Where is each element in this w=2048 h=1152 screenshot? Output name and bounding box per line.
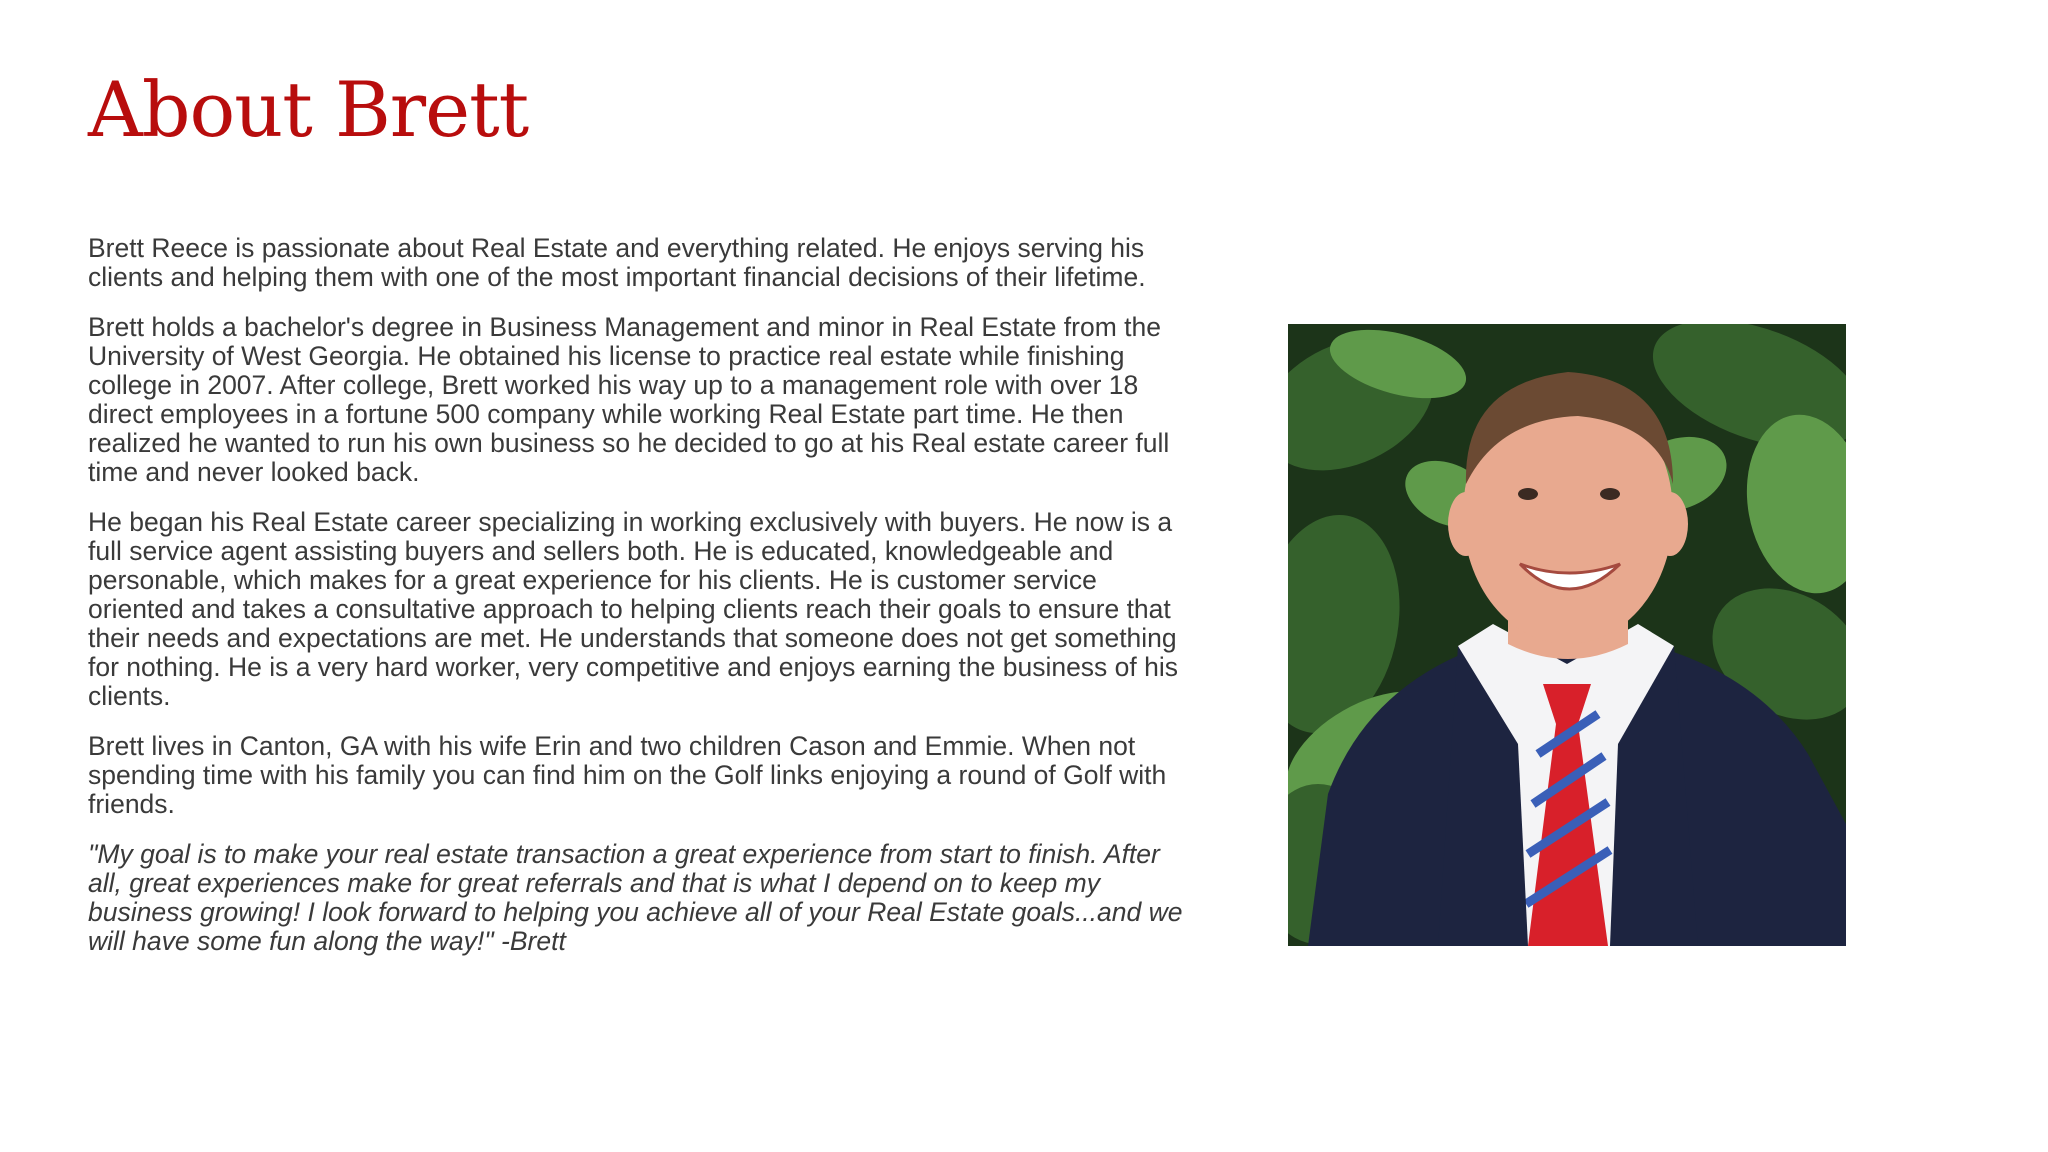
bio-paragraph: He began his Real Estate career specializing in working exclusively with buyers. He now is a full service agent assisting buyers and sellers both. He is educated, knowledgeable and personable, which makes for a great experience for his clients. He is customer service oriented and takes a consultative approach to helping clients reach their goals to ensure that their needs and expectations are met. He understands that someone does not get something for nothing. He is a very hard worker, very competitive and enjoys earning the business of his clients.: [88, 507, 1179, 711]
left-eye: [1518, 488, 1538, 500]
right-ear: [1652, 492, 1688, 556]
portrait-photo-icon: [1288, 324, 1846, 946]
right-eye: [1600, 488, 1620, 500]
portrait-photo: [1288, 324, 1846, 946]
bio-paragraph: Brett holds a bachelor's degree in Business Management and minor in Real Estate from the University of West Georgia. He obtained his license to practice real estate while finishing college in 2007. After college, Brett worked his way up to a management role with over 18 direct employees in a fortune 500 company while working Real Estate part time. He then realized he wanted to run his own business so he decided to go at his Real estate career full time and never looked back.: [88, 312, 1170, 487]
bio-quote: "My goal is to make your real estate transaction a great experience from start to finish. After all, great experiences make for great referrals and that is what I depend on to keep my business growing! I look forward to helping you achieve all of your Real Estate goals...and we will have some fun along the way!" -Brett: [88, 839, 1183, 956]
bio-paragraph: Brett Reece is passionate about Real Estate and everything related. He enjoys serving his clients and helping them with one of the most important financial decisions of their lifetime.: [88, 233, 1146, 292]
page-title: About Brett: [88, 65, 529, 154]
left-ear: [1448, 492, 1484, 556]
bio-paragraph: Brett lives in Canton, GA with his wife Erin and two children Cason and Emmie. When not spending time with his family you can find him on the Golf links enjoying a round of Golf with friends.: [88, 731, 1167, 819]
bio-text: [88, 234, 1188, 956]
